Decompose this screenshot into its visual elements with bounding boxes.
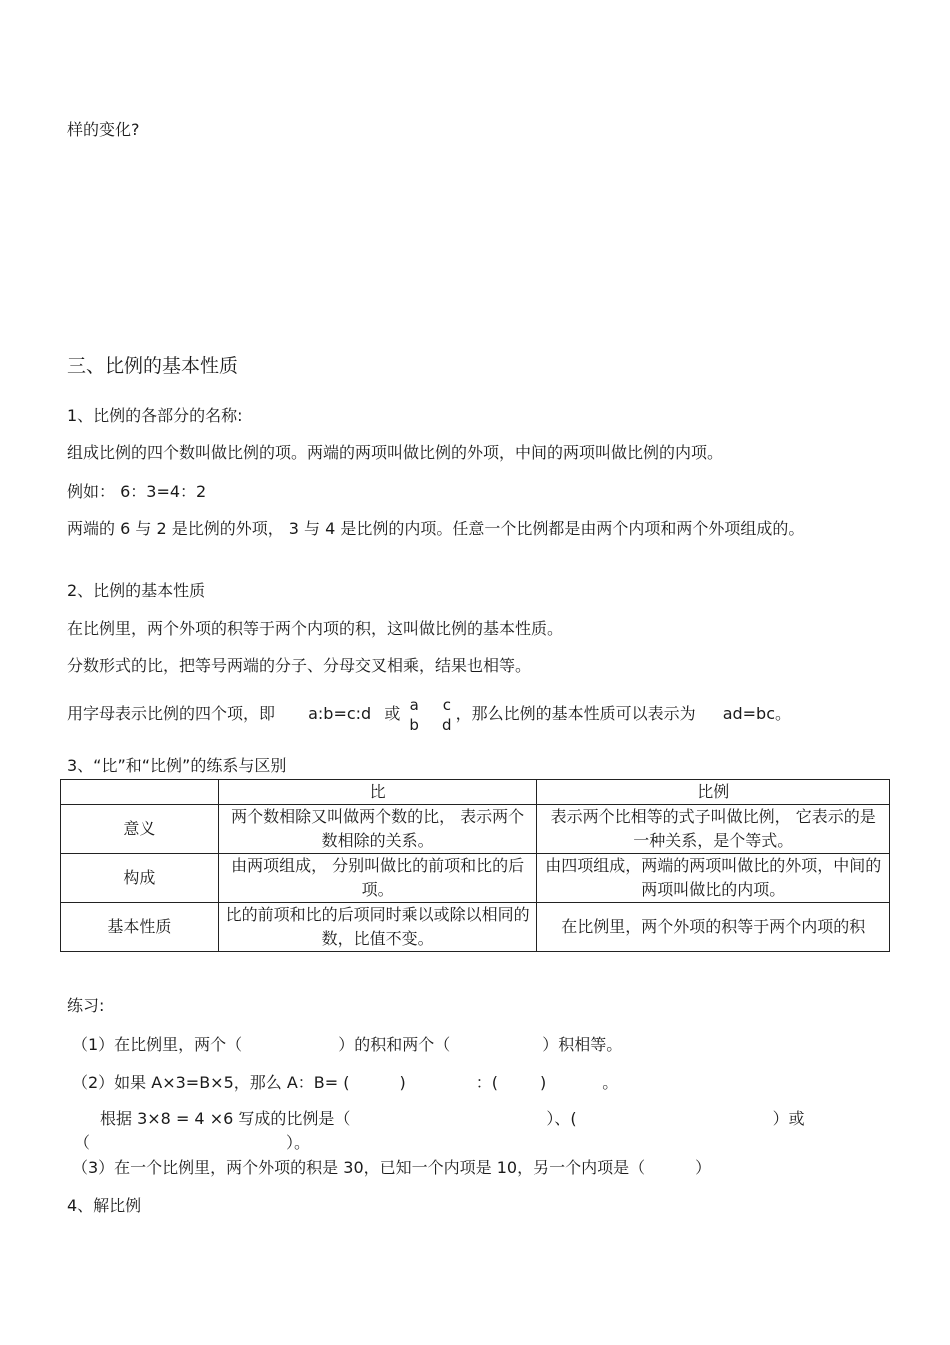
question-text: ）或: [772, 1109, 805, 1128]
practice-title: 练习:: [67, 996, 105, 1015]
table-row-label: 基本性质: [61, 903, 219, 952]
question-1: [72, 1034, 622, 1056]
table-cell: 比的前项和比的后项同时乘以或除以相同的数，比值不变。: [218, 903, 537, 952]
question-text: （: [74, 1133, 91, 1152]
fraction-rule: 分数形式的比，把等号两端的分子、分母交叉相乘，结果也相等。: [67, 656, 532, 675]
table-cell: 表示两个比相等的式子叫做比例， 它表示的是一种关系，是个等式。: [537, 805, 890, 854]
question-2b: [100, 1108, 805, 1130]
question-text: 。: [602, 1073, 619, 1092]
continuation-text: 样的变化?: [67, 120, 140, 139]
question-2b-continued: [74, 1132, 310, 1154]
section-title: 三、比例的基本性质: [67, 355, 239, 377]
table-header-cell: [61, 780, 219, 805]
table-row: [61, 903, 890, 952]
question-text: （2）如果 A×3=B×5，那么 A：B= (: [72, 1073, 350, 1092]
question-text: （1）在比例里，两个（: [72, 1035, 243, 1054]
question-text: ）。: [286, 1133, 311, 1152]
fraction-denominator: b: [409, 715, 419, 734]
table-header-cell: 比: [218, 780, 537, 805]
fraction-numerator: a: [409, 695, 419, 714]
explanation-text: 两端的 6 与 2 是比例的外项， 3 与 4 是比例的内项。任意一个比例都是由两个内项和两个外项组成的。: [67, 519, 805, 538]
table-header-cell: 比例: [537, 780, 890, 805]
subsection-2-title: 2、比例的基本性质: [67, 581, 206, 600]
or-word: 或: [384, 704, 401, 723]
subsection-3-title: 3、“比”和“比例”的练系与区别: [67, 756, 287, 775]
question-text: ）积相等。: [542, 1035, 623, 1054]
question-text: ）: [695, 1158, 712, 1177]
question-text: 根据 3×8 = 4 ×6 写成的比例是（: [100, 1109, 351, 1128]
question-text: ): [540, 1073, 547, 1092]
letters-suffix: ，那么比例的基本性质可以表示为: [455, 704, 696, 723]
example-text: 例如： 6：3=4：2: [67, 482, 207, 501]
question-text: ）的积和两个（: [338, 1035, 451, 1054]
letters-prefix: 用字母表示比例的四个项，即: [67, 704, 276, 723]
comparison-table: [60, 779, 890, 952]
fraction-a-over-b: [409, 695, 419, 735]
table-cell: 由四项组成，两端的两项叫做比的外项，中间的两项叫做比的内项。: [537, 854, 890, 903]
table-row: [61, 805, 890, 854]
property-formula: ad=bc。: [722, 704, 792, 723]
definition-text: 组成比例的四个数叫做比例的项。两端的两项叫做比例的外项，中间的两项叫做比例的内项。: [67, 443, 724, 462]
table-row-label: 构成: [61, 854, 219, 903]
table-row: [61, 854, 890, 903]
subsection-1-title: 1、比例的各部分的名称:: [67, 406, 243, 425]
fraction-denominator: d: [442, 715, 452, 734]
table-cell: 由两项组成， 分别叫做比的前项和比的后项。: [218, 854, 537, 903]
table-cell: 两个数相除又叫做两个数的比， 表示两个数相除的关系。: [218, 805, 537, 854]
ratio-expression: a:b=c:d: [308, 704, 372, 723]
question-text: ：(: [475, 1073, 499, 1092]
basic-property-rule: 在比例里，两个外项的积等于两个内项的积，这叫做比例的基本性质。: [67, 619, 564, 638]
table-header-row: [61, 780, 890, 805]
fraction-c-over-d: [442, 695, 452, 735]
fraction-numerator: c: [442, 695, 451, 714]
question-text: ）、(: [546, 1109, 577, 1128]
table-row-label: 意义: [61, 805, 219, 854]
question-3: [72, 1157, 711, 1179]
subsection-4-title: 4、解比例: [67, 1196, 142, 1215]
letter-representation: [67, 694, 791, 735]
question-text: ): [399, 1073, 406, 1092]
question-text: （3）在一个比例里，两个外项的积是 30，已知一个内项是 10，另一个内项是（: [72, 1158, 646, 1177]
table-cell: 在比例里，两个外项的积等于两个内项的积: [537, 903, 890, 952]
question-2: [72, 1072, 618, 1094]
